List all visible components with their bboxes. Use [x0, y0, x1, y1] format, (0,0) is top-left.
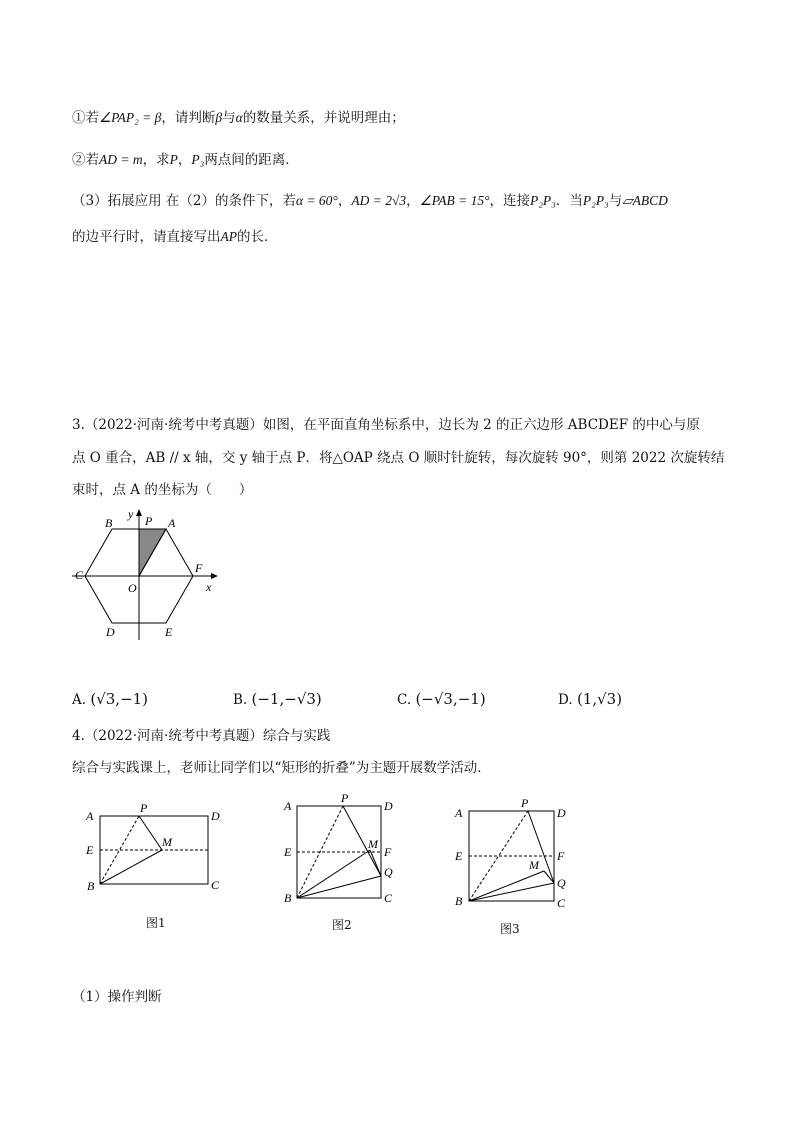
x-axis-arrow-icon — [211, 573, 218, 579]
label-E: E — [455, 849, 463, 863]
label-M: M — [368, 837, 378, 851]
hexagon-figure — [70, 500, 230, 645]
label-F: F — [195, 561, 203, 575]
option-b[interactable]: B. (−1,−√3) — [233, 690, 322, 708]
label-A: A — [284, 799, 292, 813]
q2-part-3-line2: 的边平行时，请直接写出AP的长． — [72, 229, 278, 245]
label-A: A — [86, 809, 94, 823]
segment-BM — [469, 871, 544, 901]
label-B: B — [284, 891, 292, 905]
option-c[interactable]: C. (−√3,−1) — [397, 690, 486, 708]
figure-2 — [280, 790, 410, 905]
figure-3 — [452, 795, 582, 915]
label-B: B — [105, 516, 113, 530]
label-A: A — [168, 516, 176, 530]
label-P: P — [145, 514, 153, 528]
label-y: y — [128, 507, 134, 521]
label-O: O — [128, 581, 137, 595]
label-B: B — [87, 879, 95, 893]
label-F: F — [384, 845, 392, 859]
segment-BM — [297, 850, 370, 898]
label-M: M — [162, 835, 172, 849]
label-P: P — [341, 791, 349, 805]
q4-line-1: 4.（2022·河南·统考中考真题）综合与实践 — [72, 728, 331, 744]
q3-line-1: 3.（2022·河南·统考中考真题）如图，在平面直角坐标系中，边长为 2 的正六边形 ABCDEF 的中心与原 — [72, 417, 700, 433]
option-d[interactable]: D. (1,√3) — [558, 690, 623, 708]
segment-MQ — [370, 850, 381, 876]
label-E: E — [86, 843, 94, 857]
label-D: D — [557, 806, 566, 820]
label-B: B — [455, 894, 463, 908]
segment-MQ — [544, 871, 554, 883]
label-E: E — [284, 845, 292, 859]
label-D: D — [384, 799, 393, 813]
figure-2-caption: 图2 — [332, 918, 352, 932]
label-C: C — [384, 891, 393, 905]
label-E: E — [165, 625, 173, 639]
label-C: C — [75, 568, 84, 582]
q4-part-1: （1）操作判断 — [72, 989, 162, 1005]
q2-part-1: ①若∠PAP₂ = β，请判断β与α的数量关系，并说明理由； — [72, 110, 405, 126]
y-axis-arrow-icon — [136, 509, 142, 516]
segment-BQ — [297, 876, 381, 898]
segment-BQ — [469, 883, 554, 901]
q2-part-3-line1: （3）拓展应用 在（2）的条件下，若α = 60°，AD = 2√3，∠PAB = 15°，连接P₂P₃．当P₂P₃与▱ABCD — [72, 193, 668, 209]
label-A: A — [455, 806, 463, 820]
label-Q: Q — [384, 865, 393, 879]
label-x: x — [206, 580, 212, 594]
label-D: D — [106, 625, 115, 639]
label-P: P — [140, 801, 148, 815]
q4-line-2: 综合与实践课上，老师让同学们以“矩形的折叠”为主题开展数学活动． — [72, 760, 491, 776]
label-P: P — [521, 796, 529, 810]
figure-1 — [80, 800, 230, 900]
label-Q: Q — [557, 876, 566, 890]
figure-3-caption: 图3 — [500, 922, 520, 936]
label-C: C — [211, 878, 220, 892]
q3-line-3: 束时，点 A 的坐标为（ ） — [72, 482, 253, 498]
label-F: F — [557, 849, 565, 863]
segment-PM — [139, 816, 162, 850]
option-a[interactable]: A. (√3,−1) — [72, 690, 149, 708]
q3-line-2: 点 O 重合，AB // x 轴，交 y 轴于点 P．将△OAP 绕点 O 顺时针旋转，每次旋转 90°，则第 2022 次旋转结 — [72, 450, 725, 466]
label-D: D — [211, 809, 220, 823]
label-C: C — [557, 896, 566, 910]
figure-1-caption: 图1 — [146, 916, 166, 930]
q2-part-2: ②若AD = m，求P，P₃两点间的距离． — [72, 152, 299, 168]
segment-BM — [100, 850, 162, 884]
label-M: M — [529, 858, 539, 872]
